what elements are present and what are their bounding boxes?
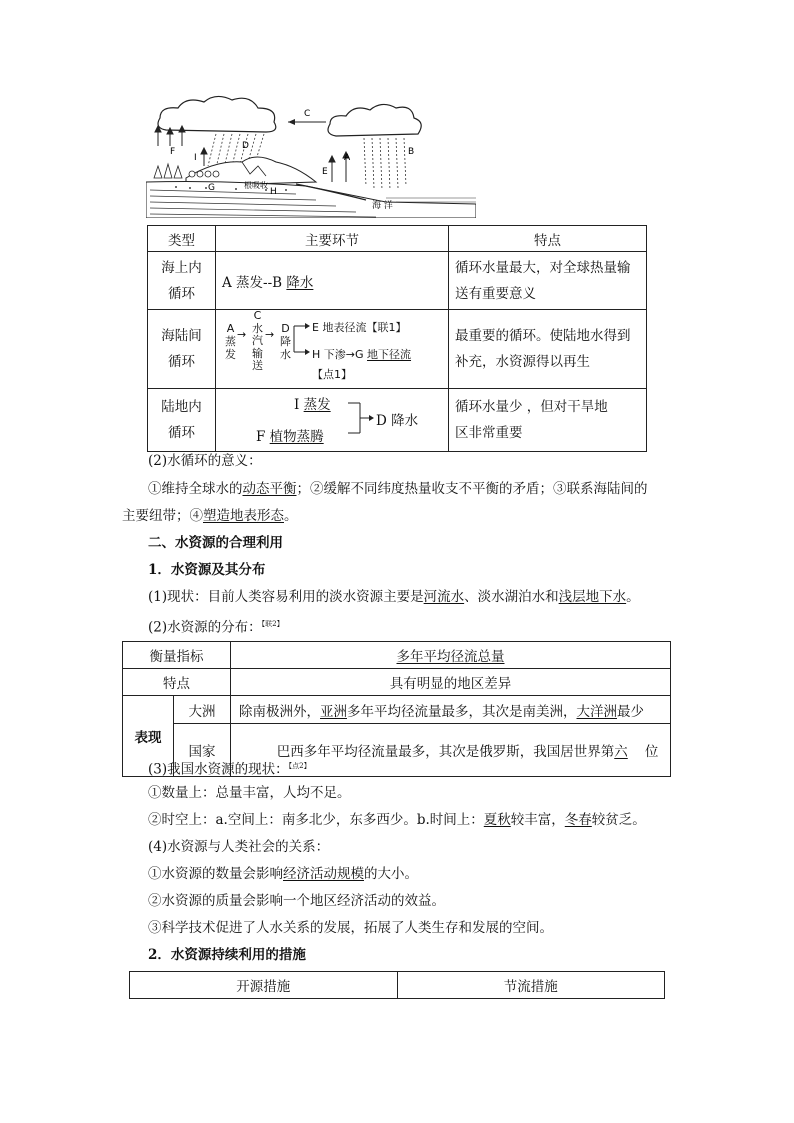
relation-title: (4)水资源与人类社会的关系： bbox=[148, 839, 330, 855]
type-name: 海上内 bbox=[161, 259, 202, 276]
link-underlined: 降水 bbox=[286, 274, 314, 291]
header-feature: 特点 bbox=[449, 226, 647, 252]
subsection-2-heading: 2．水资源持续利用的措施 bbox=[148, 947, 306, 963]
row-sea-land-cycle bbox=[148, 310, 647, 389]
flow-c: 送 bbox=[252, 359, 263, 372]
land-flow bbox=[216, 389, 448, 451]
link-text: A 蒸发 bbox=[222, 274, 264, 291]
meaning-line-1: ①维持全球水的动态平衡；②缓解不同纬度热量收支不平衡的矛盾；③联系海陆间的 bbox=[148, 481, 648, 497]
arrow-icon: → bbox=[265, 328, 275, 341]
flow-g-underlined: 地下径流 bbox=[367, 348, 412, 361]
label-a: A bbox=[344, 153, 351, 163]
row-land-cycle bbox=[148, 389, 647, 452]
flow-c: 水 bbox=[252, 321, 263, 335]
header-link: 主要环节 bbox=[216, 226, 449, 252]
flow-f: F 植物蒸腾 bbox=[256, 429, 324, 445]
label-c: C bbox=[304, 109, 311, 119]
flow-c: 输 bbox=[252, 346, 263, 360]
point-note: 【点2】 bbox=[288, 762, 311, 770]
china-spacetime: ②时空上：a.空间上：南多北少，东多西少。b.时间上：夏秋较丰富，冬春较贫乏。 bbox=[148, 812, 646, 828]
metric-label: 衡量指标 bbox=[123, 642, 231, 669]
china-quantity: ①数量上：总量丰富，人均不足。 bbox=[148, 785, 351, 801]
relation-2: ②水资源的质量会影响一个地区经济活动的效益。 bbox=[148, 893, 445, 909]
status-line: (1)现状：目前人类容易利用的淡水资源主要是河流水、淡水湖泊水和浅层地下水。 bbox=[148, 589, 640, 605]
save-water-header: 节流措施 bbox=[397, 972, 665, 999]
china-title: (3)我国水资源的现状：$^{【点2】}$ bbox=[148, 761, 311, 778]
show-label: 表现 bbox=[123, 696, 174, 777]
left-cloud bbox=[158, 96, 276, 132]
flow-a: A bbox=[226, 322, 235, 335]
link-text: --B bbox=[263, 274, 283, 291]
relation-1: ①水资源的数量会影响经济活动规模的大小。 bbox=[148, 866, 418, 882]
feature-text: 最重要的循环。使陆地水得到 bbox=[455, 328, 631, 344]
flow-d: 水 bbox=[280, 348, 291, 361]
subsection-1-heading: 1．水资源及其分布 bbox=[148, 562, 266, 578]
point-note: 【点1】 bbox=[312, 368, 352, 381]
arrow-icon: → bbox=[237, 328, 247, 341]
feature-text: 循环水量最大，对全球热量输 bbox=[455, 259, 631, 276]
open-source-header: 开源措施 bbox=[130, 972, 398, 999]
flow-c: C bbox=[253, 309, 262, 322]
distribution-title: (2)水资源的分布：$^{【联2】}$ bbox=[148, 619, 284, 636]
flow-c: 汽 bbox=[252, 334, 263, 347]
row-ocean-cycle bbox=[148, 252, 647, 310]
feature-text: 区非常重要 bbox=[455, 425, 523, 441]
continent-label: 大洲 bbox=[174, 696, 231, 724]
label-d: D bbox=[242, 141, 249, 151]
feature-label: 特点 bbox=[123, 669, 231, 696]
header-type: 类型 bbox=[148, 226, 216, 252]
flow-d-rain: D 降水 bbox=[376, 413, 419, 429]
continent-value: 除南极洲外，亚洲多年平均径流量最多，其次是南美洲，大洋洲最少 bbox=[231, 696, 671, 724]
branch-arrow-icon bbox=[292, 322, 312, 358]
merge-arrow-icon bbox=[348, 399, 376, 439]
flow-d: D bbox=[281, 322, 290, 335]
flow-i: I 蒸发 bbox=[294, 397, 331, 413]
flow-a: 发 bbox=[225, 348, 236, 361]
label-e: E bbox=[322, 167, 328, 177]
type-name: 陆地内 bbox=[161, 399, 202, 415]
right-cloud bbox=[328, 104, 421, 136]
feature-text: 送有重要意义 bbox=[455, 285, 536, 302]
feature-value: 具有明显的地区差异 bbox=[231, 669, 671, 696]
flow-e: E 地表径流【联1】 bbox=[312, 321, 407, 334]
measures-table bbox=[129, 971, 665, 999]
country-value: 巴西多年平均径流量最多，其次是俄罗斯，我国居世界第六 位 bbox=[231, 724, 671, 777]
label-h: H bbox=[270, 187, 277, 197]
country-label: 国家 bbox=[174, 724, 231, 777]
flow-d: 降 bbox=[280, 335, 291, 348]
label-f: F bbox=[170, 147, 176, 157]
label-i: I bbox=[194, 153, 197, 163]
type-name: 循环 bbox=[168, 425, 195, 441]
flow-a: 蒸 bbox=[225, 335, 236, 348]
cycle-table bbox=[147, 225, 647, 452]
sea-land-flow bbox=[216, 310, 448, 388]
section-2-heading: 二、水资源的合理利用 bbox=[148, 535, 283, 551]
meaning-line-2: 主要纽带；④塑造地表形态。 bbox=[122, 508, 298, 524]
feature-text: 补充，水资源得以再生 bbox=[455, 354, 590, 370]
type-name: 循环 bbox=[168, 354, 195, 370]
relation-3: ③科学技术促进了人水关系的发展，拓展了人类生存和发展的空间。 bbox=[148, 920, 553, 936]
type-name: 海陆间 bbox=[161, 328, 202, 344]
type-name: 循环 bbox=[168, 285, 195, 302]
water-cycle-diagram bbox=[146, 90, 476, 218]
label-root: 根吸收 bbox=[244, 181, 268, 190]
metric-value: 多年平均径流总量 bbox=[231, 642, 671, 669]
meaning-title: (2)水循环的意义： bbox=[148, 453, 262, 469]
arrow-icon: → bbox=[345, 348, 355, 361]
label-g: G bbox=[208, 183, 215, 193]
link-note: 【联2】 bbox=[261, 620, 284, 628]
label-sea: 海 洋 bbox=[372, 201, 393, 211]
label-b: B bbox=[408, 147, 415, 157]
flow-h: H 下渗→G 地下径流 bbox=[312, 348, 412, 361]
feature-text: 循环水量少 ，但对干旱地 bbox=[455, 399, 608, 415]
